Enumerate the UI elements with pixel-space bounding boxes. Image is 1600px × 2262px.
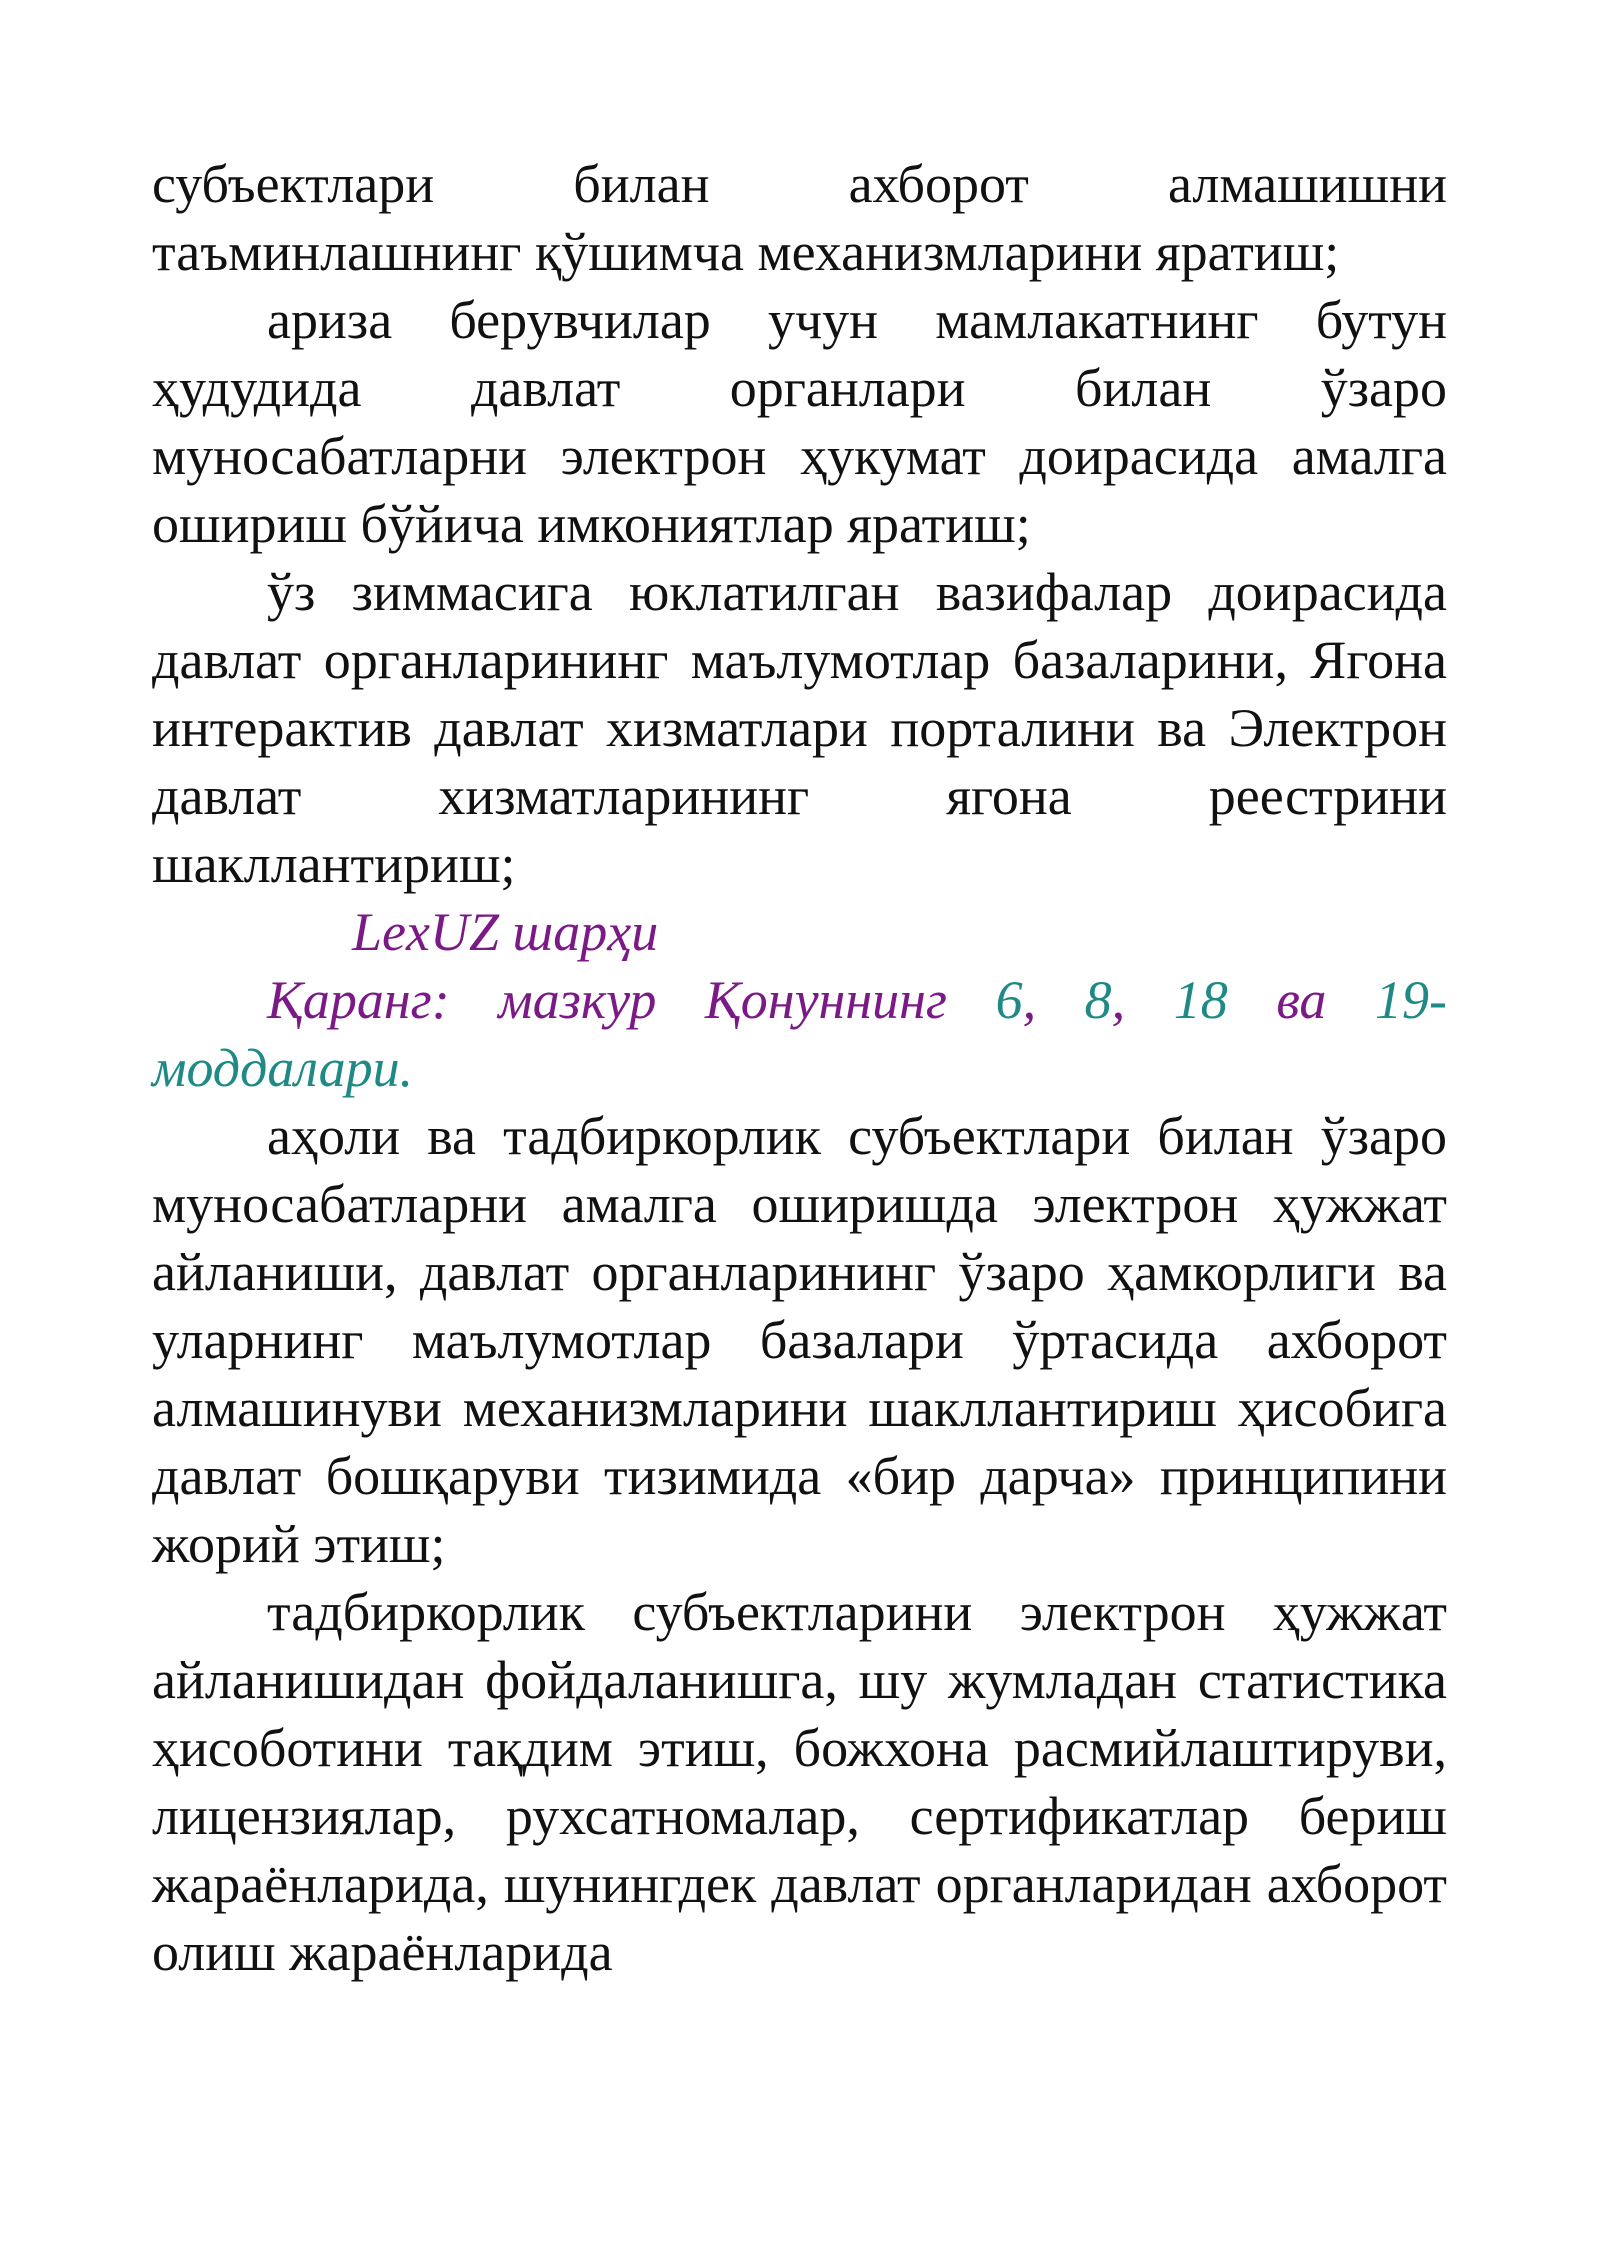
paragraph-1-line-2: таъминлашнинг қўшимча механизмларини яратиш;: [152, 222, 1340, 282]
article-link-6[interactable]: 6: [995, 970, 1023, 1030]
article-link-19-continued[interactable]: моддалари: [152, 1038, 400, 1098]
lexuz-commentary-note: [152, 966, 1447, 1102]
article-link-8[interactable]: 8: [1084, 970, 1112, 1030]
lexuz-note-prefix: Қаранг: мазкур Қонуннинг: [267, 970, 947, 1030]
lexuz-separator-1: ,: [1022, 970, 1037, 1030]
paragraph-5: тадбиркорлик субъектларини электрон ҳужжат айланишидан фойдаланишга, шу жумладан статистика ҳисоботини тақдим этиш, божхона расмийлаштируви, лицензиялар, рухсатномалар, сертификатлар бериш жараёнларида, шунингдек давлат органларидан ахборот олиш жараёнларида: [152, 1582, 1447, 1982]
lexuz-commentary-title: LexUZ шарҳи: [352, 902, 659, 962]
lexuz-and: ва: [1276, 970, 1327, 1030]
document-page: [152, 150, 1447, 1986]
paragraph-4: аҳоли ва тадбиркорлик субъектлари билан ўзаро муносабатларни амалга оширишда электрон ҳужжат айланиши, давлат органларининг ўзаро ҳамкорлиги ва уларнинг маълумотлар базалари ўртасида ахборот алмашинуви механизмларини шакллантириш ҳисобига давлат бошқаруви тизимида «бир дарча» принципини жорий этиш;: [152, 1106, 1447, 1574]
article-link-18[interactable]: 18: [1173, 970, 1228, 1030]
lexuz-note-end: .: [399, 1038, 414, 1098]
lexuz-separator-2: ,: [1111, 970, 1126, 1030]
paragraph-3: ўз зиммасига юклатилган вазифалар доирасида давлат органларининг маълумотлар базаларини, Ягона интерактив давлат хизматлари порталини ва Электрон давлат хизматларининг ягона реестрини шакллантириш;: [152, 562, 1447, 894]
paragraph-2: ариза берувчилар учун мамлакатнинг бутун ҳудудида давлат органлари билан ўзаро муносабатларни электрон ҳукумат доирасида амалга ошириш бўйича имкониятлар яратиш;: [152, 290, 1447, 554]
article-link-19[interactable]: 19-: [1375, 970, 1448, 1030]
paragraph-1-line-1: субъектлари билан ахборот алмашишни: [152, 154, 1447, 214]
paragraph-1: [152, 150, 1447, 286]
lexuz-note-line-1: [152, 966, 1447, 1034]
